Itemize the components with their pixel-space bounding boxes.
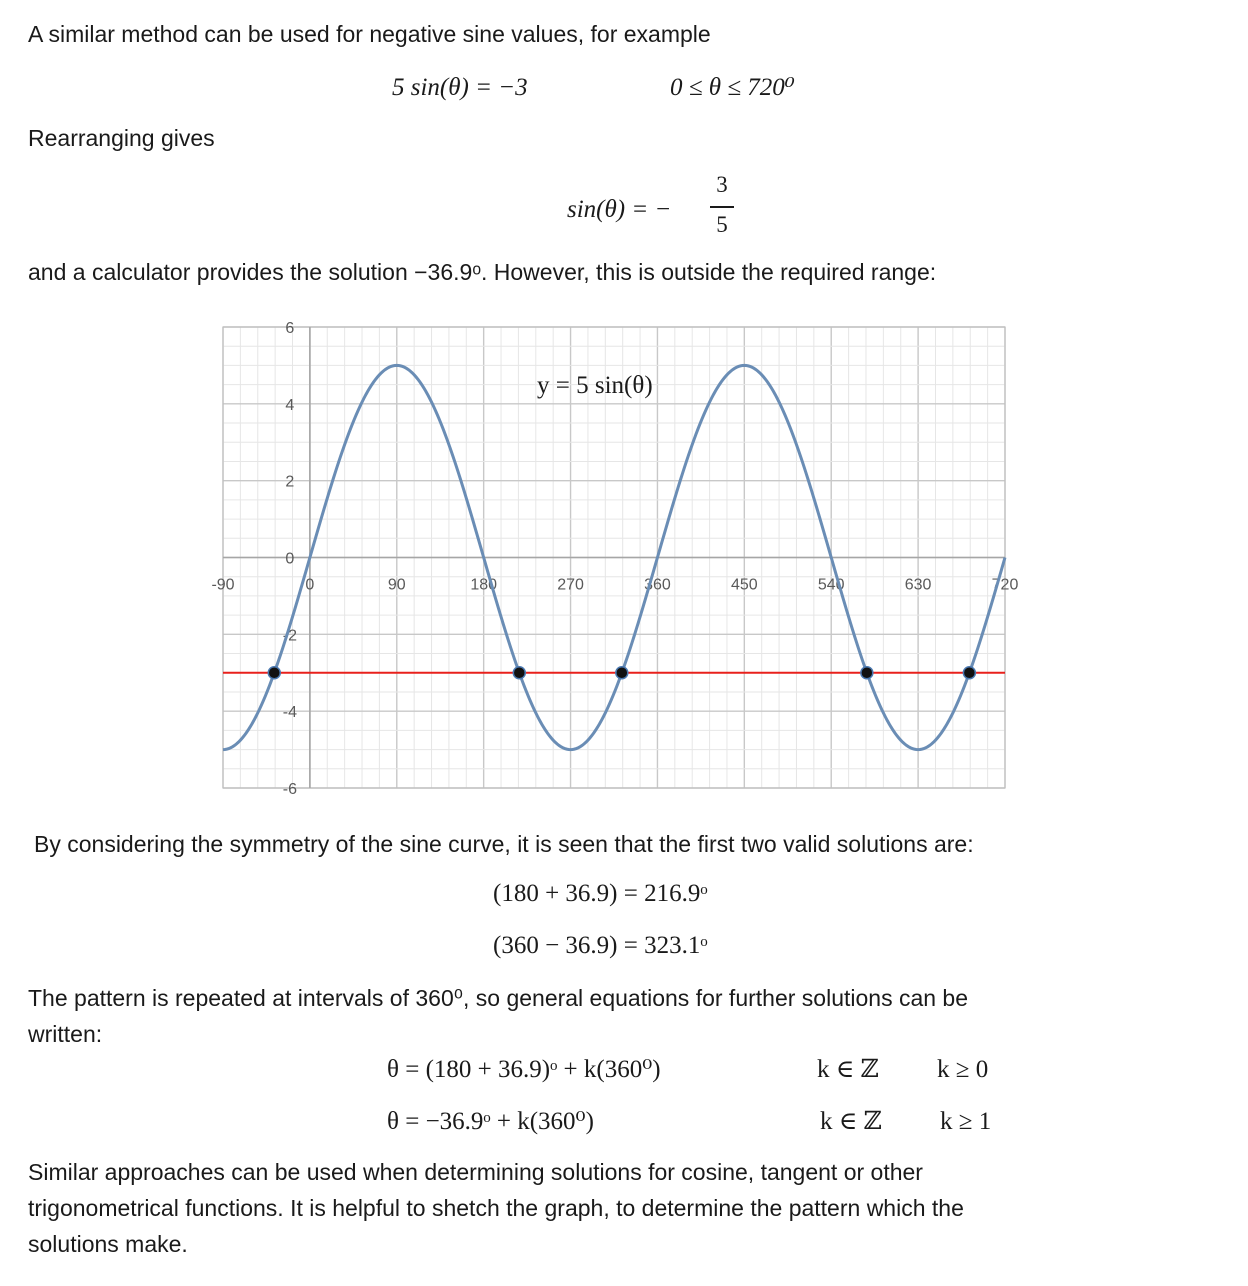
symmetry-text: By considering the symmetry of the sine curve, it is seen that the first two valid solutions are: xyxy=(34,831,974,857)
rearranging-text: Rearranging gives xyxy=(28,125,215,151)
general-equation-2-cond: k ≥ 1 xyxy=(940,1108,992,1135)
equation-lhs: 5 sin(θ) = −3 xyxy=(392,74,528,101)
x-tick-label: 720 xyxy=(991,576,1019,594)
y-tick-label: 2 xyxy=(285,473,295,491)
intersection-point xyxy=(963,667,975,679)
pattern-text-line1: The pattern is repeated at intervals of 360⁰, so general equations for further solutions can be xyxy=(28,985,969,1011)
closing-line-1: Similar approaches can be used when determining solutions for cosine, tangent or other xyxy=(28,1159,923,1185)
solution-2: (360 − 36.9) = 323.1ᵒ xyxy=(493,932,708,959)
intersection-point xyxy=(513,667,525,679)
closing-line-3: solutions make. xyxy=(28,1231,188,1257)
equation-range: 0 ≤ θ ≤ 720⁰ xyxy=(670,74,795,101)
x-tick-label: 630 xyxy=(904,576,932,594)
general-equation-2: θ = −36.9ᵒ + k(360⁰) xyxy=(387,1108,594,1135)
solution-1: (180 + 36.9) = 216.9ᵒ xyxy=(493,880,708,907)
sin-equation-lhs: sin(θ) = − xyxy=(567,196,672,223)
general-equation-1-eq: θ = (180 + 36.9)ᵒ + k(360⁰) xyxy=(387,1056,661,1083)
x-tick-label: 540 xyxy=(817,576,845,594)
x-tick-label: 450 xyxy=(730,576,758,594)
x-tick-label: 90 xyxy=(387,576,406,594)
closing-line-2: trigonometrical functions. It is helpful to shetch the graph, to determine the pattern which the xyxy=(28,1195,964,1221)
y-tick-labels xyxy=(283,320,297,798)
y-tick-label: -6 xyxy=(282,781,298,798)
intersection-point xyxy=(616,667,628,679)
intro-text: A similar method can be used for negative sine values, for example xyxy=(28,21,711,47)
y-tick-label: -2 xyxy=(282,627,298,645)
y-tick-label: -4 xyxy=(282,704,298,722)
general-equation-1 xyxy=(387,1054,661,1086)
x-tick-label: 270 xyxy=(557,576,584,594)
curve-label: y = 5 sin(θ) xyxy=(537,372,653,399)
x-tick-label: 360 xyxy=(644,576,671,594)
y-tick-label: 0 xyxy=(285,550,295,568)
y-tick-label: 6 xyxy=(285,320,295,337)
general-equation-2-set: k ∈ ℤ xyxy=(820,1108,882,1135)
x-tick-label: 180 xyxy=(470,576,498,594)
y-tick-label: 4 xyxy=(285,396,295,414)
x-tick-label: 0 xyxy=(305,576,315,594)
pattern-text-line2: written: xyxy=(28,1021,103,1047)
sine-chart xyxy=(195,310,1035,800)
calculator-text: and a calculator provides the solution −36.9ᵒ. However, this is outside the required range: xyxy=(28,259,937,285)
intersection-point xyxy=(268,667,280,679)
fraction-bar xyxy=(710,206,734,208)
fraction-denominator: 5 xyxy=(716,212,728,237)
general-equation-1-set: k ∈ ℤ xyxy=(817,1056,879,1083)
intersection-point xyxy=(861,667,873,679)
fraction-numerator: 3 xyxy=(716,172,728,197)
x-tick-labels xyxy=(211,577,1018,594)
x-tick-label: -90 xyxy=(211,576,235,594)
general-equation-1-cond: k ≥ 0 xyxy=(937,1056,989,1083)
